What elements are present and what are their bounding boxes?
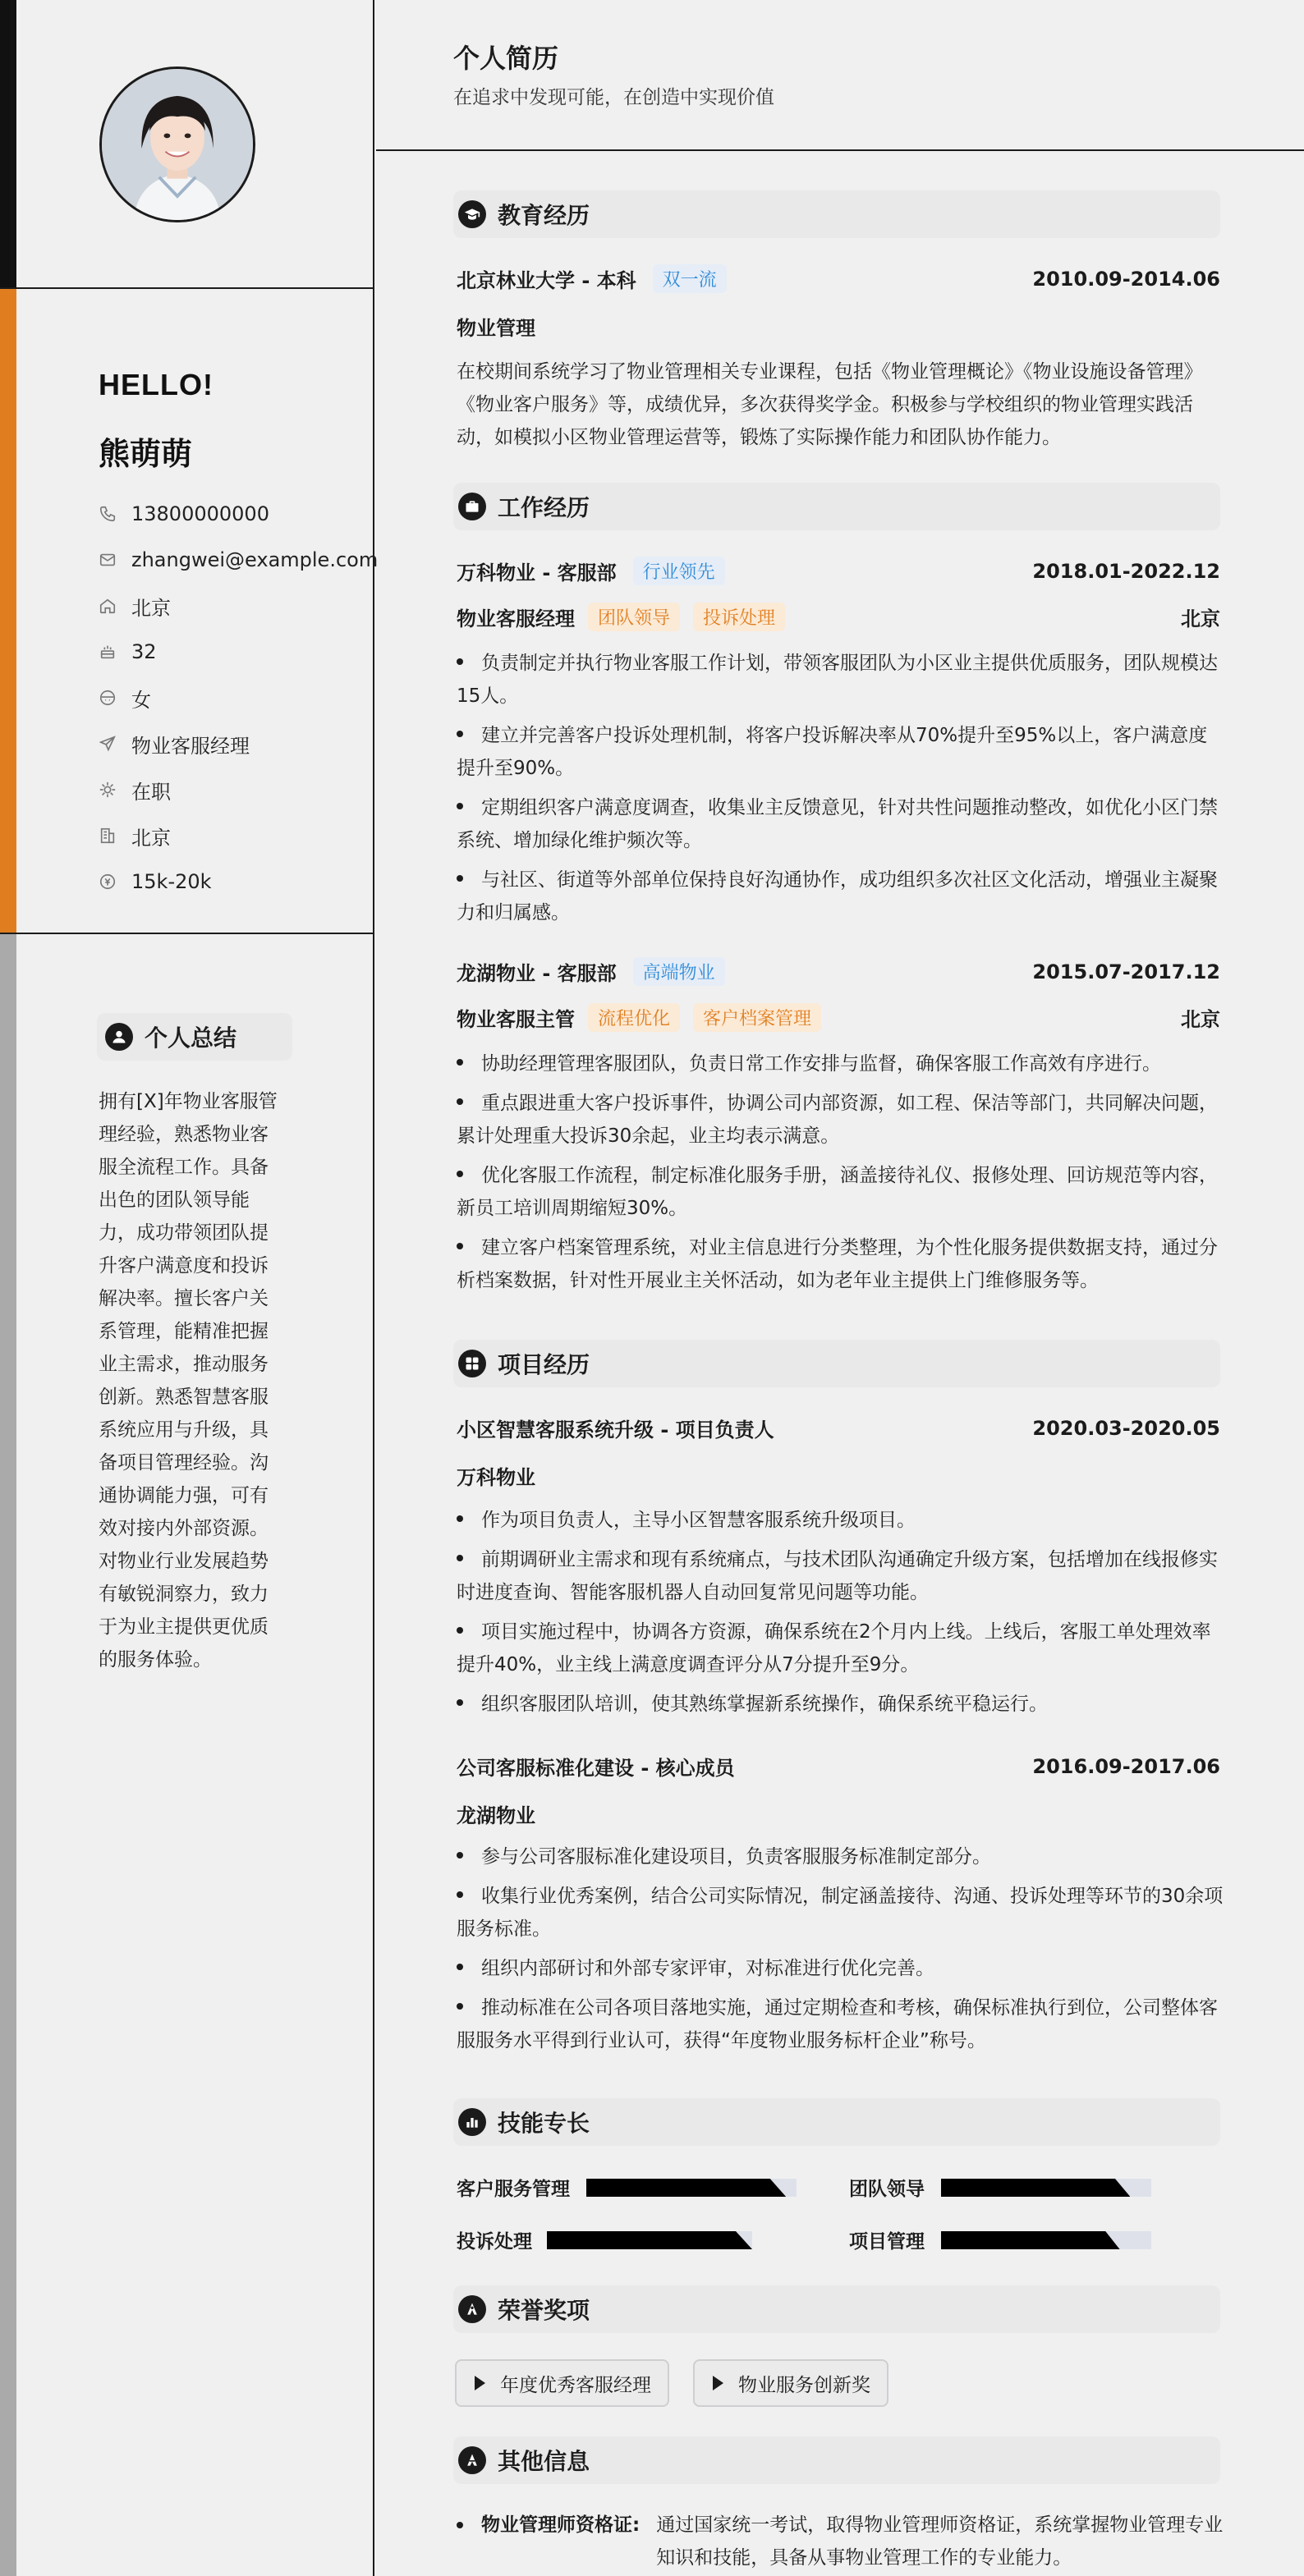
skill-bar xyxy=(547,2231,752,2249)
briefcase-icon xyxy=(458,493,486,520)
award-label: 年度优秀客服经理 xyxy=(500,2374,651,2396)
skill-label: 项目管理 xyxy=(849,2231,925,2253)
info-city xyxy=(99,813,378,859)
list-item: 推动标准在公司各项目落地实施，通过定期检查和考核，确保标准执行到位，公司整体客服服务水平得到行业认可，获得“年度物业服务标杆企业”称号。 xyxy=(457,1997,1218,2051)
sidebar-stripe-orange xyxy=(0,289,16,934)
project-header xyxy=(457,1752,1220,1781)
home-icon xyxy=(99,597,117,615)
building-icon xyxy=(99,827,117,845)
job-header xyxy=(457,557,1220,585)
project-name: 小区智慧客服系统升级 - 项目负责人 xyxy=(457,1419,774,1442)
list-item: 组织内部研讨和外部专家评审，对标准进行优化完善。 xyxy=(457,1952,1224,1985)
job-header xyxy=(457,957,1220,986)
job-company: 龙湖物业 - 客服部 xyxy=(457,962,617,985)
job-position-row xyxy=(457,603,1220,631)
job-period: 2015.07-2017.12 xyxy=(1032,960,1220,983)
skill-bar-fill xyxy=(586,2179,786,2197)
page-subtitle: 在追求中发现可能，在创造中实现价值 xyxy=(453,87,774,108)
award-label: 物业服务创新奖 xyxy=(738,2374,870,2396)
bullet xyxy=(457,2522,463,2528)
job-bullets xyxy=(457,647,1224,936)
user-icon xyxy=(105,1023,133,1051)
sidebar-stripe-gray xyxy=(0,934,16,2576)
info-salary xyxy=(99,859,378,905)
education-row xyxy=(457,264,1220,293)
section-title: 工作经历 xyxy=(498,494,590,521)
list-item: 作为项目负责人，主导小区智慧客服系统升级项目。 xyxy=(457,1504,1224,1537)
info-gender xyxy=(99,675,378,721)
list-item: 参与公司客服标准化建设项目，负责客服服务标准制定部分。 xyxy=(457,1840,1224,1873)
skill-bar-fill xyxy=(941,2231,1120,2249)
send-icon xyxy=(99,735,117,753)
list-item: 前期调研业主需求和现有系统痛点，与技术团队沟通确定升级方案，包括增加在线报修实时进度查询、智能客服机器人自动回复常见问题等功能。 xyxy=(457,1549,1218,1603)
sidebar-stripe-black xyxy=(0,0,16,289)
project-bullets xyxy=(457,1840,1224,2064)
job-bullets xyxy=(457,1047,1224,1304)
section-awards-heading xyxy=(453,2285,1220,2333)
job-city: 北京 xyxy=(1181,1008,1220,1031)
skill-label: 团队领导 xyxy=(849,2179,925,2200)
info-value: 32 xyxy=(131,640,157,663)
job-skill-tag: 流程优化 xyxy=(588,1003,680,1032)
list-item: 协助经理管理客服团队，负责日常工作安排与监督，确保客服工作高效有序进行。 xyxy=(457,1047,1224,1080)
section-title: 教育经历 xyxy=(498,202,590,229)
play-icon xyxy=(713,2376,723,2390)
project-period: 2020.03-2020.05 xyxy=(1032,1416,1220,1440)
project-name: 公司客服标准化建设 - 核心成员 xyxy=(457,1757,735,1780)
project-org: 万科物业 xyxy=(457,1466,535,1489)
contact-info-list xyxy=(99,491,378,905)
section-projects-heading xyxy=(453,1340,1220,1387)
info-age xyxy=(99,629,378,675)
phone-icon xyxy=(99,505,117,523)
sidebar xyxy=(0,0,379,2576)
list-item: 定期组织客户满意度调查，收集业主反馈意见，针对共性问题推动整改，如优化小区门禁系统、增加绿化维护频次等。 xyxy=(457,797,1218,851)
list-item: 负责制定并执行物业客服工作计划，带领客服团队为小区业主提供优质服务，团队规模达15人。 xyxy=(457,653,1218,707)
hello-heading: HELLO! xyxy=(99,368,214,401)
info-location xyxy=(99,583,378,629)
info-value: 15k-20k xyxy=(131,870,212,893)
info-value: 13800000000 xyxy=(131,502,269,525)
project-period: 2016.09-2017.06 xyxy=(1032,1754,1220,1778)
section-title: 技能专长 xyxy=(498,2110,590,2137)
job-city: 北京 xyxy=(1181,607,1220,630)
info-value: 女 xyxy=(131,688,151,712)
summary-title: 个人总结 xyxy=(145,1024,237,1052)
info-phone xyxy=(99,491,378,537)
list-item: 收集行业优秀案例，结合公司实际情况，制定涵盖接待、沟通、投诉处理等环节的30余项服务标准。 xyxy=(457,1886,1224,1940)
list-item: 建立并完善客户投诉处理机制，将客户投诉解决率从70%提升至95%以上，客户满意度提升至90%。 xyxy=(457,725,1208,779)
section-education-heading xyxy=(453,190,1220,238)
section-skills-heading xyxy=(453,2098,1220,2146)
avatar xyxy=(99,66,255,222)
info-value: 在职 xyxy=(131,780,171,804)
job-skill-tag: 投诉处理 xyxy=(693,603,785,631)
award-item xyxy=(693,2359,888,2407)
other-value: 通过国家统一考试，取得物业管理师资格证，系统掌握物业管理专业知识和技能，具备从事物业管理工作的专业能力。 xyxy=(656,2514,1224,2569)
grid-icon xyxy=(458,1350,486,1377)
job-skill-tag: 客户档案管理 xyxy=(693,1003,821,1032)
section-title: 项目经历 xyxy=(498,1351,590,1378)
divider xyxy=(0,287,373,289)
graduation-cap-icon xyxy=(458,200,486,228)
cake-icon xyxy=(99,643,117,661)
divider xyxy=(0,933,373,934)
job-company-tag: 高端物业 xyxy=(633,957,725,986)
ribbon-icon xyxy=(458,2446,486,2474)
job-position: 物业客服经理 xyxy=(457,607,575,630)
job-position-row xyxy=(457,1003,1220,1032)
education-period: 2010.09-2014.06 xyxy=(1032,267,1220,291)
salary-icon xyxy=(99,873,117,891)
other-key: 物业管理师资格证: xyxy=(481,2514,641,2536)
job-position: 物业客服主管 xyxy=(457,1008,575,1031)
job-period: 2018.01-2022.12 xyxy=(1032,559,1220,583)
play-icon xyxy=(475,2376,485,2390)
summary-heading xyxy=(97,1013,292,1061)
info-value: 北京 xyxy=(131,596,171,620)
skill-bar-fill xyxy=(941,2179,1130,2197)
other-item xyxy=(457,2509,1228,2574)
skill-bar xyxy=(941,2231,1151,2249)
divider xyxy=(376,149,1304,151)
summary-text: 拥有[X]年物业客服管理经验，熟悉物业客服全流程工作。具备出色的团队领导能力，成功带领团队提升客户满意度和投诉解决率。擅长客户关系管理，能精准把握业主需求，推动服务创新。熟悉智慧客服系统应用与升级，具备项目管理经验。沟通协调能力强，可有效对接内外部资源。对物业行业发展趋势有敏锐洞察力，致力于为业主提供更优质的服务体验。 xyxy=(99,1091,278,1671)
section-title: 其他信息 xyxy=(498,2448,590,2475)
education-tag: 双一流 xyxy=(653,264,727,293)
list-item: 建立客户档案管理系统，对业主信息进行分类整理，为个性化服务提供数据支持，通过分析档案数据，针对性开展业主关怀活动，如为老年业主提供上门维修服务等。 xyxy=(457,1237,1218,1291)
project-header xyxy=(457,1414,1220,1442)
skill-bar xyxy=(941,2179,1151,2197)
list-item: 项目实施过程中，协调各方资源，确保系统在2个月内上线。上线后，客服工单处理效率提升40%，业主线上满意度调查评分从7分提升至9分。 xyxy=(457,1621,1211,1675)
education-major: 物业管理 xyxy=(457,317,535,340)
list-item: 重点跟进重大客户投诉事件，协调公司内部资源，如工程、保洁等部门，共同解决问题，累计处理重大投诉30余起，业主均表示满意。 xyxy=(457,1093,1218,1147)
section-other-heading xyxy=(453,2436,1220,2484)
award-item xyxy=(455,2359,669,2407)
mail-icon xyxy=(99,551,117,569)
award-icon xyxy=(458,2295,486,2323)
info-value: zhangwei@example.com xyxy=(131,548,379,571)
list-item: 优化客服工作流程，制定标准化服务手册，涵盖接待礼仪、报修处理、回访规范等内容，新员工培训周期缩短30%。 xyxy=(457,1165,1218,1219)
education-school: 北京林业大学 - 本科 xyxy=(457,269,636,292)
info-value: 物业客服经理 xyxy=(131,734,250,758)
project-bullets xyxy=(457,1504,1224,1727)
bar-chart-icon xyxy=(458,2108,486,2136)
section-title: 荣誉奖项 xyxy=(498,2297,590,2324)
gender-icon xyxy=(99,689,117,707)
list-item: 组织客服团队培训，使其熟练掌握新系统操作，确保系统平稳运行。 xyxy=(457,1688,1224,1721)
job-company: 万科物业 - 客服部 xyxy=(457,561,617,584)
info-status xyxy=(99,767,378,813)
status-icon xyxy=(99,781,117,799)
job-company-tag: 行业领先 xyxy=(633,557,725,585)
skill-label: 投诉处理 xyxy=(457,2231,532,2253)
project-org: 龙湖物业 xyxy=(457,1804,535,1827)
list-item: 与社区、街道等外部单位保持良好沟通协作，成功组织多次社区文化活动，增强业主凝聚力和归属感。 xyxy=(457,869,1218,924)
section-work-heading xyxy=(453,483,1220,530)
job-skill-tag: 团队领导 xyxy=(588,603,680,631)
info-email xyxy=(99,537,378,583)
person-name: 熊萌萌 xyxy=(99,436,193,472)
info-position xyxy=(99,721,378,767)
skill-label: 客户服务管理 xyxy=(457,2179,570,2200)
education-description: 在校期间系统学习了物业管理相关专业课程，包括《物业管理概论》《物业设施设备管理》《物业客户服务》等，成绩优异，多次获得奖学金。积极参与学校组织的物业管理实践活动，如模拟小区物业管理运营等，锻炼了实际操作能力和团队协作能力。 xyxy=(457,361,1203,448)
skill-bar-fill xyxy=(547,2231,752,2249)
info-value: 北京 xyxy=(131,826,171,850)
page-title: 个人简历 xyxy=(453,43,559,74)
skill-bar xyxy=(586,2179,797,2197)
main-content xyxy=(376,0,1304,2576)
